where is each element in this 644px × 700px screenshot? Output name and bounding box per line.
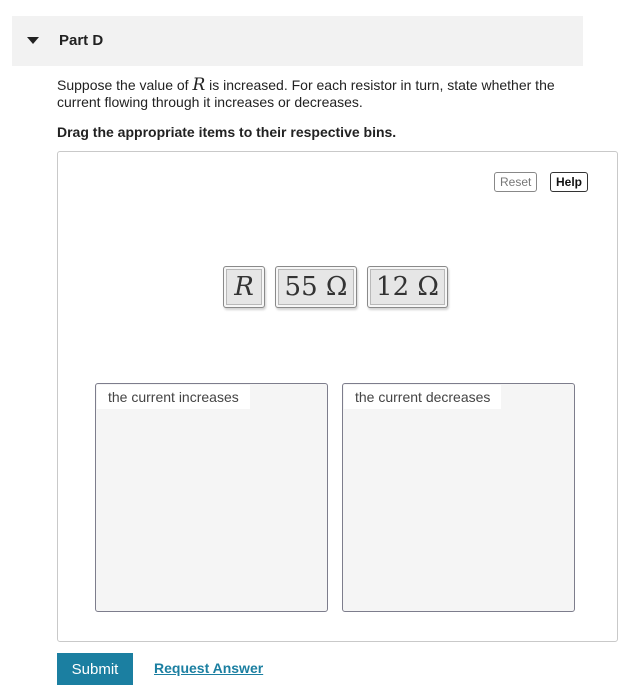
instruction-text: Drag the appropriate items to their respective bins. [57,124,397,140]
bin-current-increases[interactable] [95,383,328,612]
collapse-caret-icon[interactable] [27,37,39,44]
drag-tile-r[interactable]: R [223,266,265,308]
question-text [57,77,587,111]
variable-r: R [192,75,206,95]
question-text-start: Suppose the value of [57,77,193,93]
drag-tile-12-ohm[interactable]: 12 Ω [367,266,448,308]
reset-button[interactable]: Reset [494,172,537,192]
drag-tile-55-ohm[interactable]: 55 Ω [275,266,357,308]
question-text-end: is increased. For each resistor in turn, state whether the current flowing through it increases or decreases. [57,77,555,110]
request-answer-link[interactable]: Request Answer [154,660,264,676]
help-button[interactable]: Help [550,172,588,192]
bin-label-decreases: the current decreases [344,385,501,409]
submit-button[interactable]: Submit [57,653,133,685]
part-title: Part D [59,32,104,49]
bin-label-increases: the current increases [97,385,250,409]
bin-current-decreases[interactable] [342,383,575,612]
